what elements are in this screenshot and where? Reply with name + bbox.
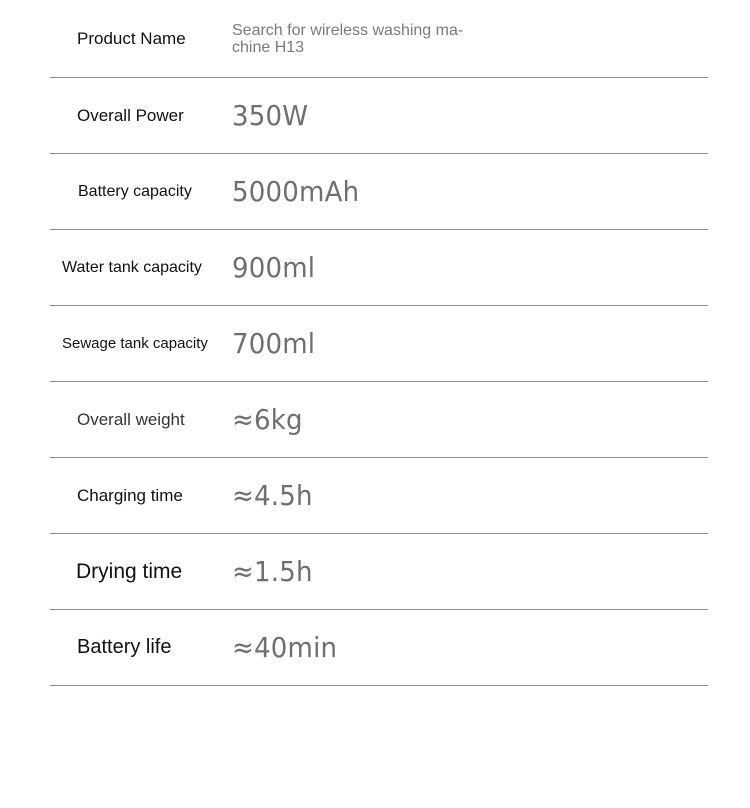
charging-time-value: ≈4.5h — [232, 479, 313, 512]
spec-row-sewage-tank-capacity — [50, 306, 708, 382]
spec-row-overall-power — [50, 78, 708, 154]
overall-weight-label: Overall weight — [77, 409, 185, 429]
battery-life-label: Battery life — [77, 636, 172, 658]
overall-power-label: Overall Power — [77, 105, 184, 125]
battery-capacity-label: Battery capacity — [78, 182, 192, 200]
spec-row-battery-capacity — [50, 154, 708, 230]
specification-table — [50, 0, 708, 686]
spec-row-overall-weight — [50, 382, 708, 458]
spec-row-battery-life — [50, 610, 708, 686]
sewage-tank-capacity-label: Sewage tank capacity — [62, 335, 208, 352]
spec-row-charging-time — [50, 458, 708, 534]
sewage-tank-capacity-value: 700ml — [232, 327, 316, 360]
charging-time-label: Charging time — [77, 485, 183, 505]
battery-life-value: ≈40min — [232, 631, 338, 664]
spec-row-product-name — [50, 0, 708, 78]
drying-time-label: Drying time — [76, 559, 183, 583]
overall-power-value: 350W — [232, 99, 309, 132]
battery-capacity-value: 5000mAh — [232, 175, 360, 208]
overall-weight-value: ≈6kg — [232, 403, 303, 436]
water-tank-capacity-value: 900ml — [232, 251, 316, 284]
spec-row-water-tank-capacity — [50, 230, 708, 306]
drying-time-value: ≈1.5h — [232, 555, 313, 588]
spec-row-drying-time — [50, 534, 708, 610]
water-tank-capacity-label: Water tank capacity — [62, 258, 202, 276]
product-name-label: Product Name — [77, 28, 186, 48]
product-name-value: Search for wireless washing ma- chine H13 — [232, 22, 464, 56]
